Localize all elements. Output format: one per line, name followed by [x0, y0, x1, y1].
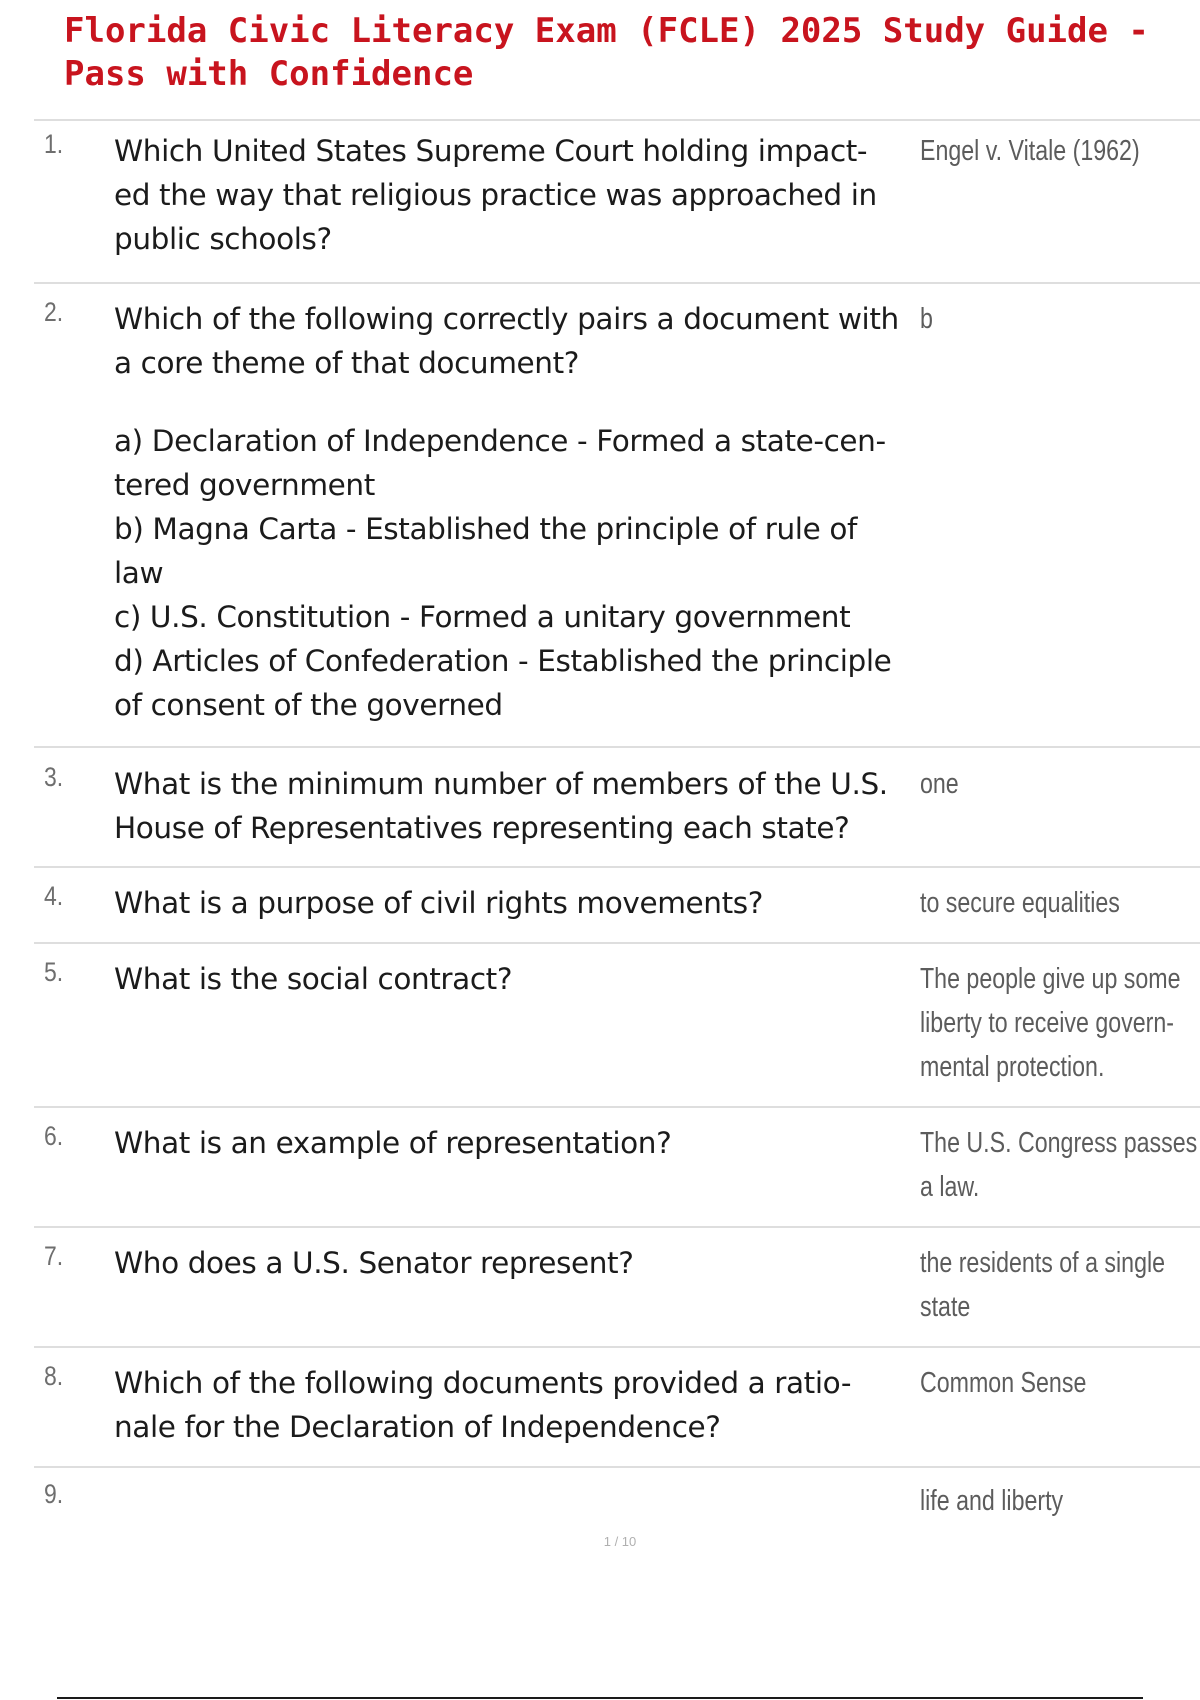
answer-text [920, 1361, 1176, 1405]
answer-line: The people give up some [920, 963, 1181, 995]
title-line-1: Florida Civic Literacy Exam (FCLE) 2025 Study Guide - [64, 11, 1149, 51]
question-item [34, 121, 1200, 284]
answer-line: state [920, 1291, 971, 1323]
option-line: b) Magna Carta - Established the principle of rule of [114, 512, 857, 546]
answer-text [920, 957, 1181, 1089]
question-text [114, 1241, 954, 1285]
answer-text [920, 1241, 1176, 1329]
title-line-2: Pass with Confidence [64, 54, 474, 94]
question-item [34, 1108, 1200, 1228]
page-bottom-rule [57, 1697, 1143, 1699]
answer-text [920, 762, 1176, 806]
question-item [34, 944, 1200, 1108]
question-text [114, 881, 954, 925]
option-line: d) Articles of Confederation - Established the principle [114, 644, 892, 678]
spacer [114, 385, 954, 419]
answer-text [920, 1479, 1176, 1523]
question-number: 2. [44, 297, 64, 327]
question-line: public schools? [114, 222, 332, 256]
question-line: nale for the Declaration of Independence? [114, 1410, 721, 1444]
answer-line: a law. [920, 1171, 980, 1203]
document-title [64, 10, 1184, 96]
question-number: 8. [44, 1361, 64, 1391]
question-line: What is the social contract? [114, 962, 513, 996]
question-text [114, 297, 954, 727]
option-line: tered government [114, 468, 375, 502]
question-item [34, 868, 1200, 944]
question-number: 5. [44, 957, 64, 987]
answer-line: The U.S. Congress passes [920, 1127, 1198, 1159]
question-item [34, 284, 1200, 748]
question-number: 4. [44, 881, 64, 911]
question-number: 1. [44, 129, 64, 159]
answer-line: Engel v. Vitale (1962) [920, 135, 1140, 167]
answer-line: b [920, 303, 933, 335]
answer-line: mental protection. [920, 1051, 1105, 1083]
question-number: 3. [44, 762, 64, 792]
question-line: Who does a U.S. Senator represent? [114, 1246, 634, 1280]
question-line: Which of the following correctly pairs a document with [114, 302, 899, 336]
answer-text [920, 1121, 1198, 1209]
answer-line: liberty to receive govern- [920, 1007, 1175, 1039]
question-line: Which of the following documents provided a ratio- [114, 1366, 852, 1400]
question-text [114, 957, 954, 1001]
answer-text [920, 129, 1176, 173]
answer-line: life and liberty [920, 1485, 1064, 1517]
question-line: ed the way that religious practice was approached in [114, 178, 877, 212]
question-item [34, 1228, 1200, 1348]
option-line: c) U.S. Constitution - Formed a unitary government [114, 600, 851, 634]
question-text [114, 1121, 954, 1165]
question-list [34, 121, 1200, 1548]
question-line: House of Representatives representing each state? [114, 811, 850, 845]
answer-text [920, 297, 1176, 341]
question-item [34, 748, 1200, 868]
answer-line: the residents of a single [920, 1247, 1166, 1279]
option-line: a) Declaration of Independence - Formed a state-cen- [114, 424, 886, 458]
answer-line: to secure equalities [920, 887, 1120, 919]
question-text [114, 129, 954, 261]
question-text [114, 762, 954, 850]
question-number: 6. [44, 1121, 64, 1151]
answer-text [920, 881, 1176, 925]
option-line: law [114, 556, 164, 590]
question-line: What is a purpose of civil rights movements? [114, 886, 763, 920]
question-text [114, 1361, 954, 1449]
question-line: Which United States Supreme Court holding impact- [114, 134, 868, 168]
question-number: 9. [44, 1479, 64, 1509]
answer-line: one [920, 768, 959, 800]
question-line: What is an example of representation? [114, 1126, 672, 1160]
option-line: of consent of the governed [114, 688, 503, 722]
question-item [34, 1348, 1200, 1468]
page-number: 1 / 10 [603, 1534, 637, 1549]
question-number: 7. [44, 1241, 64, 1271]
answer-line: Common Sense [920, 1367, 1087, 1399]
question-line: a core theme of that document? [114, 346, 579, 380]
question-line: What is the minimum number of members of the U.S. [114, 767, 888, 801]
